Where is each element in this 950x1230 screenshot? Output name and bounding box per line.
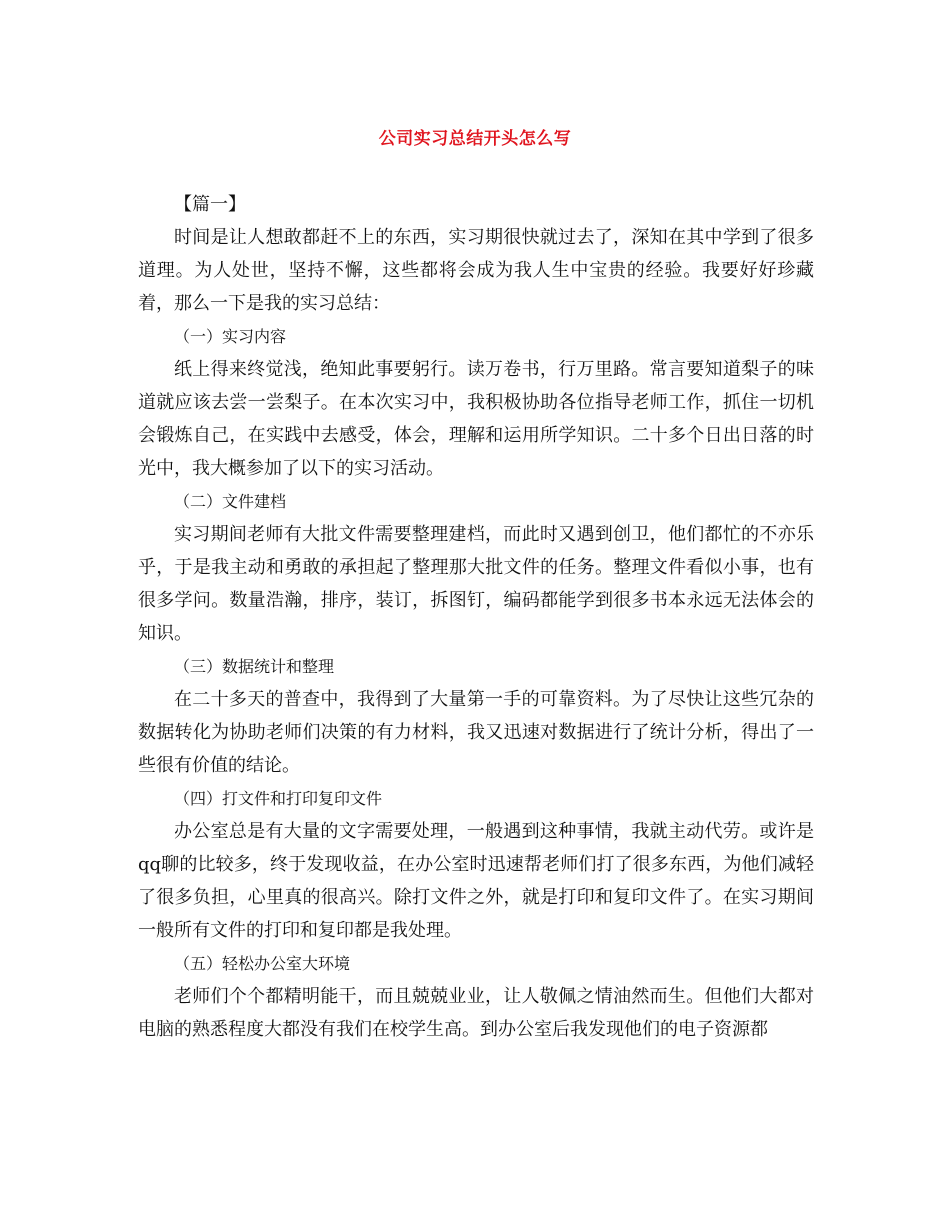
subheading: （三）数据统计和整理 <box>174 657 335 676</box>
paragraph: 在二十多天的普查中，我得到了大量第一手的可靠资料。为了尽快让这些冗杂的数据转化为协助老师们决策的有力材料，我又迅速对数据进行了统计分析，得出了一些很有价值的结论。 <box>138 689 814 776</box>
paragraph: 老师们个个都精明能干，而且兢兢业业，让人敬佩之情油然而生。但他们大都对电脑的熟悉程度大都没有我们在校学生高。到办公室后我发现他们的电子资源都 <box>138 986 814 1040</box>
subheading: （二）文件建档 <box>174 492 287 511</box>
document-body <box>138 188 814 1046</box>
subheading: （四）打文件和打印复印文件 <box>174 789 383 808</box>
section-mark: 【篇一】 <box>174 194 246 215</box>
paragraph: 实习期间老师有大批文件需要整理建档，而此时又遇到创卫，他们都忙的不亦乐乎，于是我主动和勇敢的承担起了整理那大批文件的任务。整理文件看似小事，也有很多学问。数量浩瀚，排序，装订，拆图钉，编码都能学到很多书本永远无法体会的知识。 <box>138 524 814 644</box>
paragraph: 时间是让人想敢都赶不上的东西，实习期很快就过去了，深知在其中学到了很多道理。为人处世，坚持不懈，这些都将会成为我人生中宝贵的经验。我要好好珍藏着，那么一下是我的实习总结： <box>138 227 814 314</box>
document-title: 公司实习总结开头怎么写 <box>378 129 572 149</box>
paragraph: 纸上得来终觉浅，绝知此事要躬行。读万卷书，行万里路。常言要知道梨子的味道就应该去尝一尝梨子。在本次实习中，我积极协助各位指导老师工作，抓住一切机会锻炼自己，在实践中去感受，体会，理解和运用所学知识。二十多个日出日落的时光中，我大概参加了以下的实习活动。 <box>138 359 814 479</box>
paragraph: 办公室总是有大量的文字需要处理，一般遇到这种事情，我就主动代劳。或许是qq聊的比较多，终于发现收益，在办公室时迅速帮老师们打了很多东西，为他们减轻了很多负担，心里真的很高兴。除打文件之外，就是打印和复印文件了。在实习期间一般所有文件的打印和复印都是我处理。 <box>138 821 814 941</box>
subheading: （一）实习内容 <box>174 327 287 346</box>
subheading: （五）轻松办公室大环境 <box>174 954 351 973</box>
